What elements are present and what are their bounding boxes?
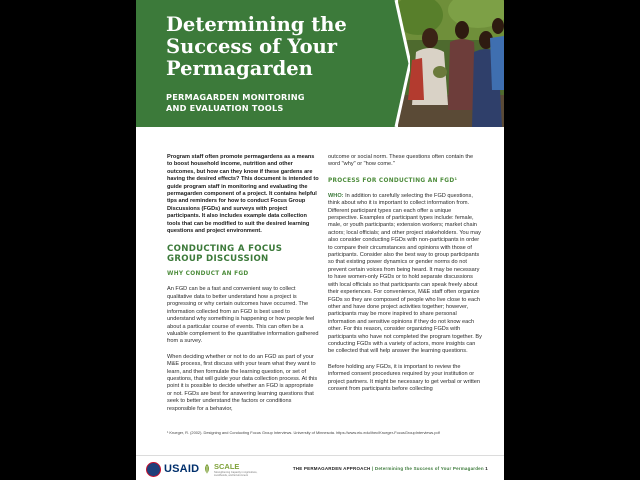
header-photo (398, 0, 504, 127)
body-paragraph: An FGD can be a fast and convenient way to collect qualitative data to better understand how a project is progressing or why certain outcomes have occurred. The information collected from an FGD is best used to understand why something is happening or how people feel about a particular course of events. This can often be a valuable complement to the quantitative information gathered from a survey. (167, 286, 319, 345)
body-paragraph: Before holding any FGDs, it is important to review the informed consent procedures required by your institution or project partners. It might be necessary to get verbal or written consent from participants before collecting (328, 363, 481, 392)
usaid-logo (146, 461, 199, 477)
page-subtitle-line-1: PERMAGARDEN MONITORING (166, 92, 305, 102)
left-column (167, 154, 319, 421)
page-footer (136, 458, 504, 480)
section-heading-line-2: GROUP DISCUSSION (167, 254, 269, 265)
intro-paragraph: Program staff often promote permagardens as a means to boost household income, nutrition and other outcomes, but how can they know if these gardens are having the desired effects? This document is intended to guide program staff in monitoring and evaluating the permagarden component of a project. It contains helpful tips and reminders for how to conduct Focus Group Discussions (FGDs) and surveys with project participants. It also includes example data collection tools that can be modified to suit the desired learning questions and project environment. (167, 154, 319, 235)
body-paragraph: When deciding whether or not to do an FGD as part of your M&E process, first discuss with your team what they want to learn, and then formulate the learning question, or set of questions, that will guide your data collection process. At this point it is possible to decide whether an FGD is appropriate or not. FGDs are best for answering learning questions that seek to better understand the factors or conditions responsible for a behavior, (167, 353, 318, 412)
scale-wordmark: SCALE (214, 461, 240, 471)
footer-page-number: 1 (485, 466, 488, 471)
right-column (328, 154, 482, 401)
document-page (136, 0, 504, 480)
footer-series: THE PERMAGARDEN APPROACH (292, 466, 371, 471)
scale-leaf-icon (202, 463, 212, 475)
scale-logo (202, 461, 266, 477)
page-title: Determining the Success of Your Permagarden (166, 13, 347, 80)
body-paragraph: outcome or social norm. These questions often contain the word "why" or "how come." (328, 154, 474, 168)
subheading-process: PROCESS FOR CONDUCTING AN FGD¹ (328, 177, 458, 184)
who-text: In addition to carefully selecting the FGD questions, think about who it is important to collect information from. Different participant types can each offer a unique perspective. Examples of participant types include: female, male, or youth participants; extension workers; market chain actors; local officials; and other project stakeholders. You may also consider conducting FGDs with non-participants in order to compare their circumstances and opinions with those of participants. Consider also the best way to group participants so that existing power dynamics or gender norms do not prevent certain voices from being heard. It may be necessary to have women-only FGDs or to hold separate discussions with local officials so that participants can speak freely about their experiences. For convenience, M&E staff often organize FGDs so they are composed of people who live close to each other and have done project activities together; however, participants may be more inspired to share personal information and sensitive opinions if they do not know each other. For this reason, consider organizing FGDs with participants who have not completed the program together. By conducting FGDs with a variety of actors, more insights can be collected that will help answer the learning questions. (328, 192, 482, 355)
footer-doc-title: Determining the Success of Your Permagarden (374, 466, 484, 471)
subheading-why: WHY CONDUCT AN FGD (167, 271, 249, 278)
usaid-wordmark: USAID (164, 463, 200, 475)
footer-running-title (293, 466, 488, 471)
header-banner (136, 0, 504, 127)
who-paragraph (328, 193, 482, 356)
footnote: ¹ Krueger, R. (2002). Designing and Conducting Focus Group Interviews. University of Minnesota. https://www.eiu.edu/ihec/Krueger-FocusGroupInterviews.pdf (167, 430, 440, 435)
usaid-seal-icon (146, 462, 161, 477)
section-heading (167, 244, 319, 264)
footer-divider (136, 455, 504, 456)
footer-separator: | (371, 466, 374, 471)
header-chevron (388, 0, 410, 127)
page-subtitle-line-2: AND EVALUATION TOOLS (166, 103, 284, 113)
scale-tagline: Strengthening Capacity in Agriculture, Livelihoods, and Environment (214, 470, 258, 477)
page-subtitle (166, 92, 386, 114)
section-heading-line-1: CONDUCTING A FOCUS (167, 244, 283, 255)
who-lead: WHO: (328, 192, 344, 199)
